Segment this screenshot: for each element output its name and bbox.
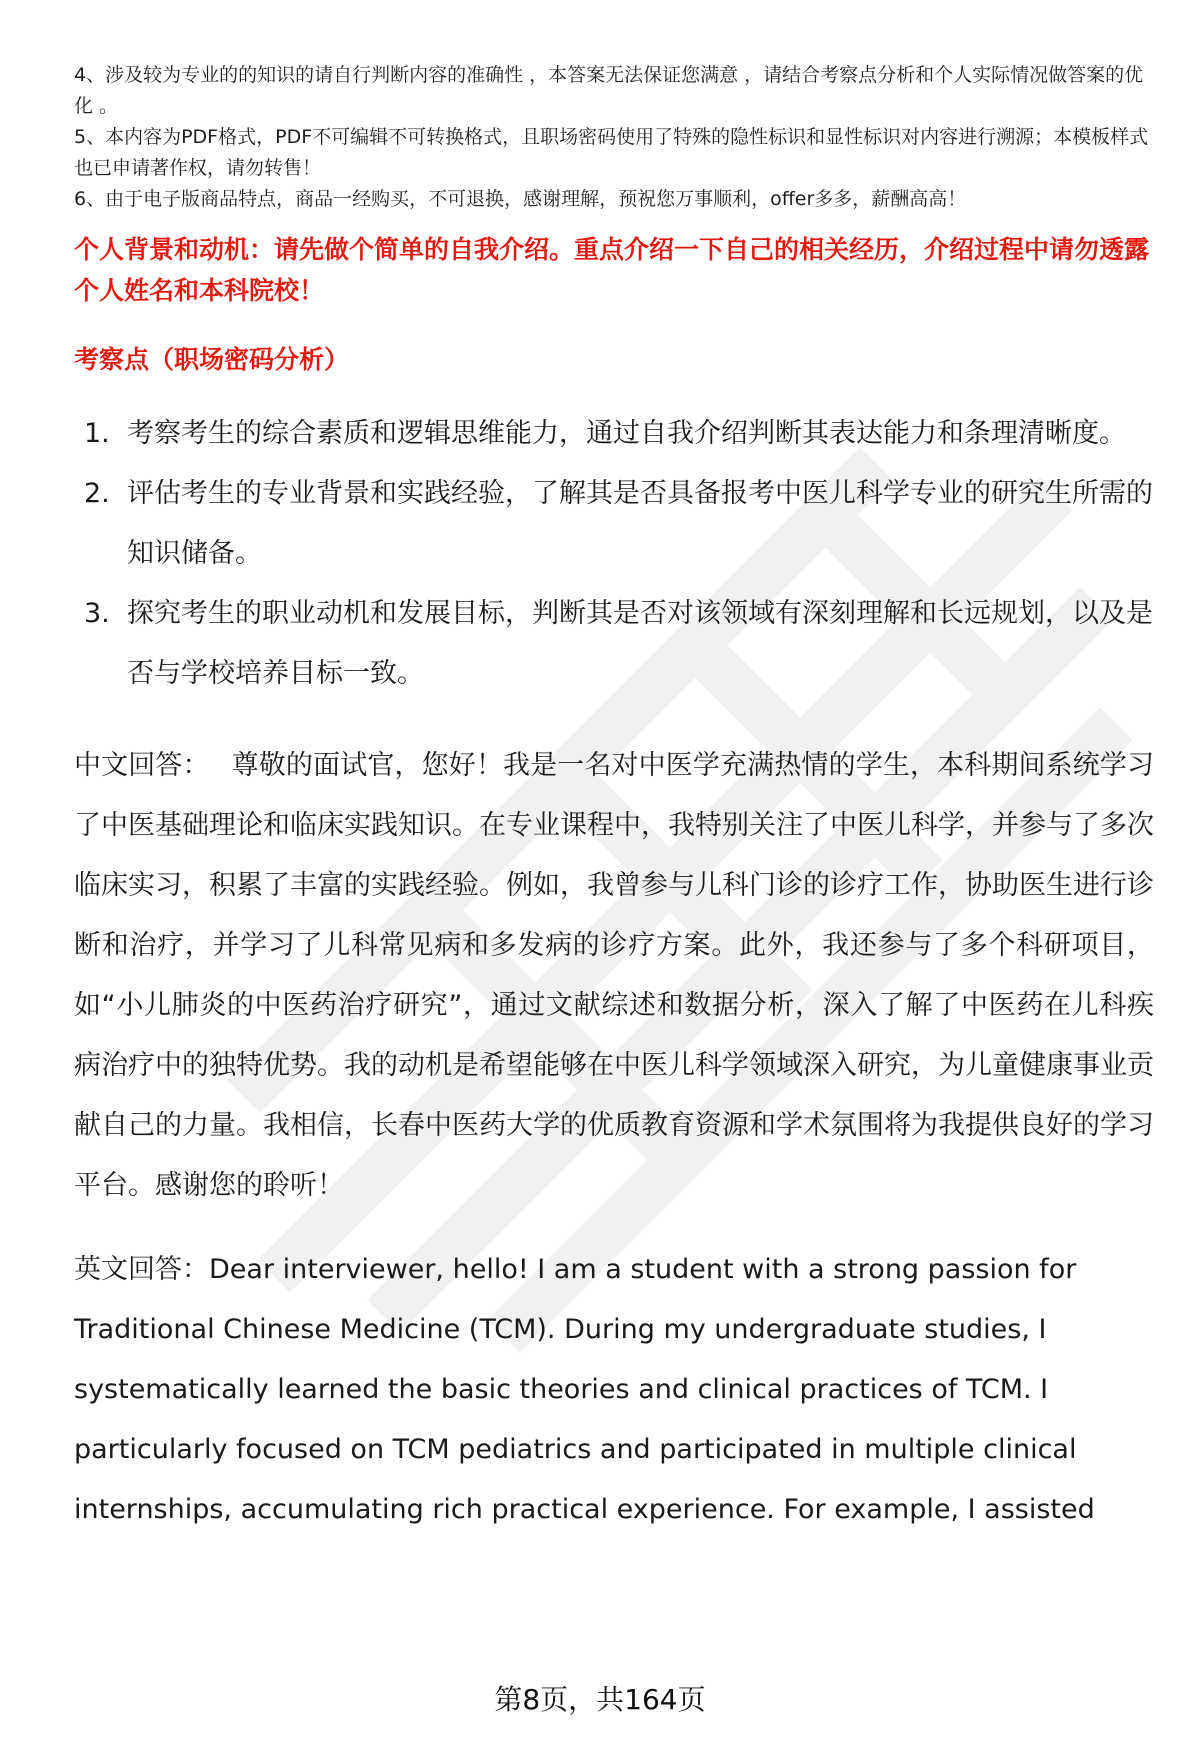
english-answer <box>74 1240 1154 1540</box>
question-heading: 个人背景和动机：请先做个简单的自我介绍。重点介绍一下自己的相关经历，介绍过程中请勿透露个人姓名和本科院校！ <box>74 235 1150 305</box>
list-text: 探究考生的职业动机和发展目标，判断其是否对该领域有深刻理解和长远规划，以及是否与学校培养目标一致。 <box>127 598 1153 689</box>
analysis-title: 考察点（职场密码分析） <box>74 345 350 374</box>
list-text: 考察考生的综合素质和逻辑思维能力，通过自我介绍判断其表达能力和条理清晰度。 <box>127 418 1126 449</box>
english-answer-text: Dear interviewer, hello! I am a student with a strong passion for Traditional Chinese Medicine (TCM). During my undergraduate studies, I systematically learned the basic theories and clinical practices of TCM. I particularly focused on TCM pediatrics and participated in multiple clinical internships, accumulating rich practical experience. For example, I assisted <box>74 1254 1095 1525</box>
list-item <box>74 464 1154 584</box>
notes-section <box>74 60 1154 215</box>
note-item: 5、本内容为PDF格式，PDF不可编辑不可转换格式，且职场密码使用了特殊的隐性标识和显性标识对内容进行溯源；本模板样式也已申请著作权，请勿转售！ <box>74 126 1149 179</box>
list-number: 1. <box>84 418 110 449</box>
english-answer-label: 英文回答： <box>74 1254 209 1285</box>
analysis-list <box>74 404 1154 704</box>
list-number: 2. <box>84 478 110 509</box>
chinese-answer-text: 尊敬的面试官，您好！我是一名对中医学充满热情的学生，本科期间系统学习了中医基础理论和临床实践知识。在专业课程中，我特别关注了中医儿科学，并参与了多次临床实习，积累了丰富的实践经验。例如，我曾参与儿科门诊的诊疗工作，协助医生进行诊断和治疗，并学习了儿科常见病和多发病的诊疗方案。此外，我还参与了多个科研项目，如“小儿肺炎的中医药治疗研究”，通过文献综述和数据分析，深入了解了中医药在儿科疾病治疗中的独特优势。我的动机是希望能够在中医儿科学领域深入研究，为儿童健康事业贡献自己的力量。我相信，长春中医药大学的优质教育资源和学术氛围将为我提供良好的学习平台。感谢您的聆听！ <box>74 750 1155 1201</box>
chinese-answer <box>74 736 1154 1216</box>
note-item: 6、由于电子版商品特点，商品一经购买，不可退换，感谢理解，预祝您万事顺利，offer多多，薪酬高高！ <box>74 188 967 210</box>
note-item: 4、涉及较为专业的的知识的请自行判断内容的准确性 ，本答案无法保证您满意 ，请结合考察点分析和个人实际情况做答案的优化 。 <box>74 64 1144 117</box>
chinese-answer-label: 中文回答： <box>74 750 210 781</box>
page-number: 第8页，共164页 <box>494 1683 706 1716</box>
list-number: 3. <box>84 598 110 629</box>
list-item <box>74 584 1154 704</box>
list-text: 评估考生的专业背景和实践经验，了解其是否具备报考中医儿科学专业的研究生所需的知识储备。 <box>127 478 1153 569</box>
list-item <box>74 404 1154 464</box>
page-content <box>74 60 1154 1540</box>
